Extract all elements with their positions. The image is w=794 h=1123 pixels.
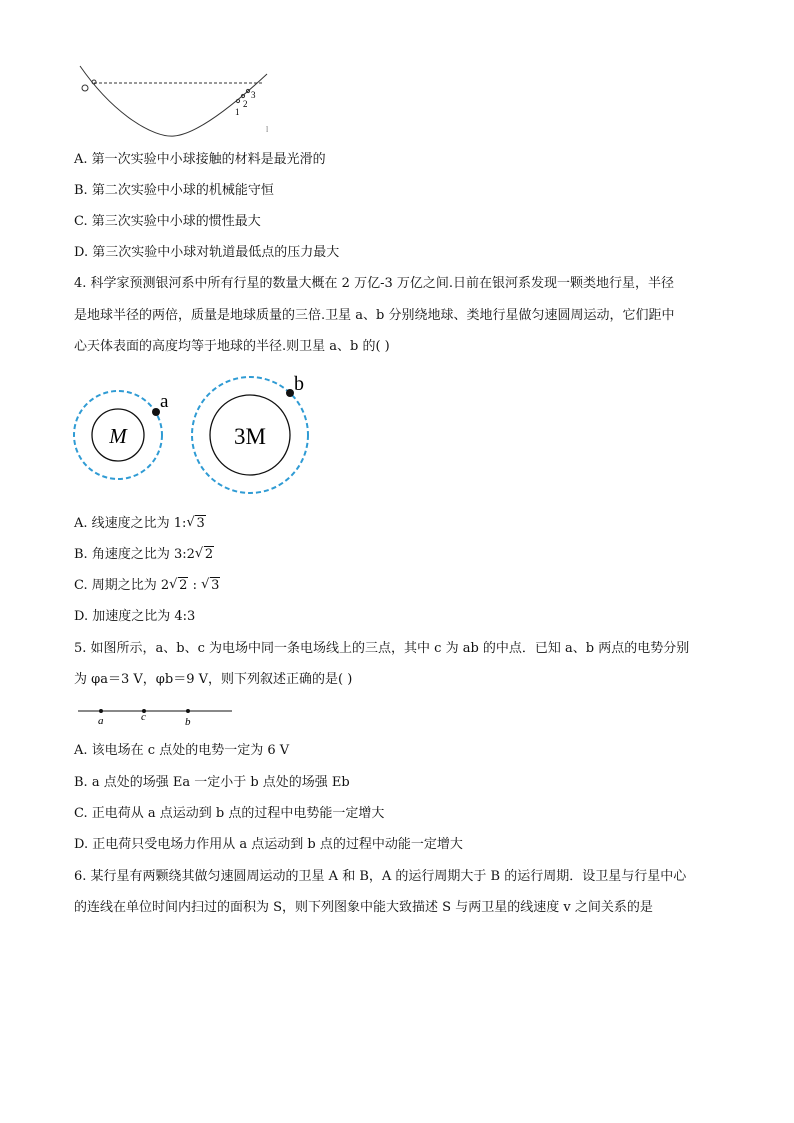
q4-option-a: A. 线速度之比为 1: √ 3 xyxy=(74,515,205,531)
q4-label-b: b xyxy=(294,373,304,395)
q4-satellite-b xyxy=(286,389,294,397)
q4-option-d: D. 加速度之比为 4:3 xyxy=(74,609,196,624)
q3-track-figure xyxy=(74,60,279,142)
q4-satellite-a xyxy=(152,408,160,416)
q4-mass-3m: 3M xyxy=(234,424,266,449)
q5-label-a: a xyxy=(98,715,104,727)
q4-stem-line-3: 心天体表面的高度均等于地球的半径.则卫星 a、b 的( ) xyxy=(74,339,390,354)
q3-label-2: 2 xyxy=(243,99,248,109)
q4-mass-m: M xyxy=(109,424,127,448)
q5-label-b: b xyxy=(185,716,191,728)
q5-option-d: D. 正电荷只受电场力作用从 a 点运动到 b 点的过程中动能一定增大 xyxy=(74,837,463,852)
q5-stem-line-1: 5. 如图所示，a、b、c 为电场中同一条电场线上的三点，其中 c 为 ab 的中点．已知 a、b 两点的电势分别 xyxy=(74,641,690,656)
q5-field-line-figure xyxy=(76,701,236,729)
sqrt-symbol: √ 3 xyxy=(186,515,205,531)
q5-point-b xyxy=(186,709,190,713)
sqrt-symbol: √ 3 xyxy=(201,577,220,593)
q4-option-c: C. 周期之比为 2 √ 2 : √ 3 xyxy=(74,577,220,593)
q6-stem-line-1: 6. 某行星有两颗绕其做匀速圆周运动的卫星 A 和 B，A 的运行周期大于 B 的运行周期．设卫星与行星中心 xyxy=(74,869,687,884)
sqrt-symbol: √ 2 xyxy=(169,577,188,593)
q3-label-mark: l xyxy=(266,125,269,134)
q5-stem-line-2: 为 φa＝3 V，φb＝9 V，则下列叙述正确的是( ) xyxy=(74,672,353,687)
q6-stem-line-2: 的连线在单位时间内扫过的面积为 S，则下列图象中能大致描述 S 与两卫星的线速度 v 之间关系的是 xyxy=(74,900,653,915)
q3-label-3: 3 xyxy=(251,90,256,100)
q4-option-b: B. 角速度之比为 3:2 √ 2 xyxy=(74,546,214,562)
q4-orbit-figure xyxy=(70,370,320,500)
q3-option-a: A. 第一次实验中小球接触的材料是最光滑的 xyxy=(74,152,326,167)
q5-option-b: B. a 点处的场强 Ea 一定小于 b 点处的场强 Eb xyxy=(74,775,350,790)
q5-option-a: A. 该电场在 c 点处的电势一定为 6 V xyxy=(74,743,290,758)
q5-label-c: c xyxy=(141,711,146,723)
q5-point-a xyxy=(99,709,103,713)
q3-option-c: C. 第三次实验中小球的惯性最大 xyxy=(74,214,261,229)
q3-option-d: D. 第三次实验中小球对轨道最低点的压力最大 xyxy=(74,245,340,260)
q4-stem-line-1: 4. 科学家预测银河系中所有行星的数量大概在 2 万亿-3 万亿之间.日前在银河系发现一颗类地行星，半径 xyxy=(74,276,675,291)
sqrt-symbol: √ 2 xyxy=(194,546,214,562)
q3-option-b: B. 第二次实验中小球的机械能守恒 xyxy=(74,183,274,198)
q4-label-a: a xyxy=(160,391,169,412)
q3-ball-o xyxy=(82,85,88,91)
q4-stem-line-2: 是地球半径的两倍，质量是地球质量的三倍.卫星 a、b 分别绕地球、类地行星做匀速圆周运动，它们距中 xyxy=(74,308,675,323)
q5-option-c: C. 正电荷从 a 点运动到 b 点的过程中电势能一定增大 xyxy=(74,806,385,821)
q3-label-1: 1 xyxy=(235,107,240,117)
